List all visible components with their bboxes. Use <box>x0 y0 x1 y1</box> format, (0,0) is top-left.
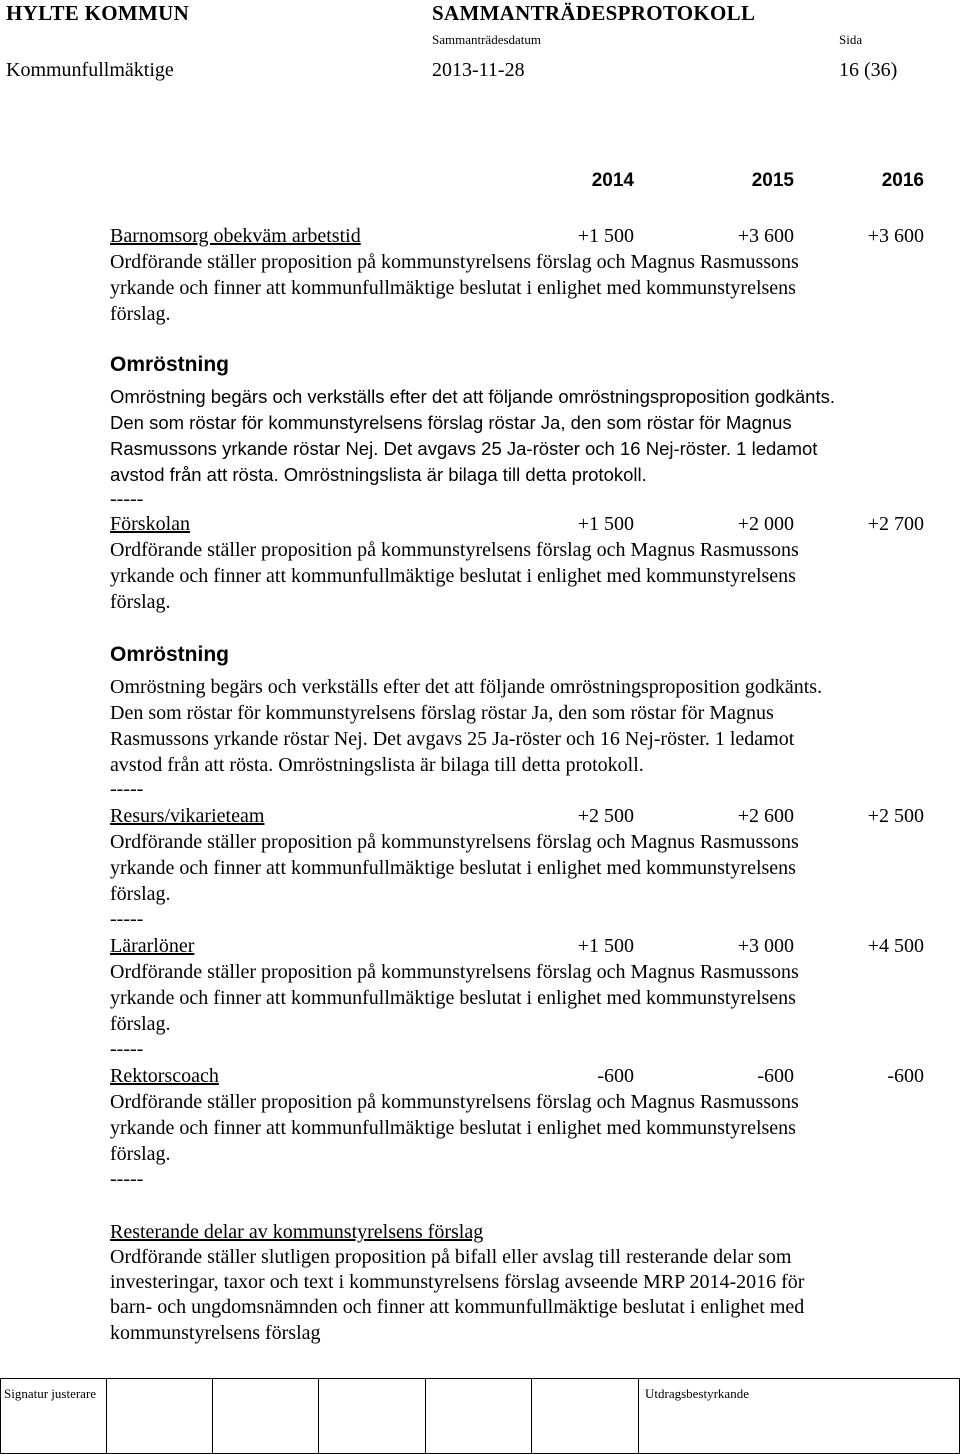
signature-label: Signatur justerare <box>4 1386 97 1401</box>
body-name: Kommunfullmäktige <box>6 59 174 81</box>
date-label: Sammanträdesdatum <box>432 32 542 47</box>
paragraph-line: förslag. <box>110 883 171 905</box>
paragraph-line: Ordförande ställer proposition på kommunstyrelsens förslag och Magnus Rasmussons <box>110 539 799 561</box>
vote-line: avstod från att rösta. Omröstningslista är bilaga till detta protokoll. <box>110 464 647 485</box>
value-2015: +3 000 <box>737 935 794 957</box>
separator: ----- <box>110 1038 144 1060</box>
paragraph-line: yrkande och finner att kommunfullmäktige beslutat i enlighet med kommunstyrelsens <box>110 565 796 587</box>
value-2016: -600 <box>887 1065 924 1087</box>
document-type: SAMMANTRÄDESPROTOKOLL <box>432 1 756 25</box>
item-title: Resurs/vikarieteam <box>110 805 265 827</box>
paragraph-line: Ordförande ställer proposition på kommunstyrelsens förslag och Magnus Rasmussons <box>110 831 799 853</box>
paragraph-line: Ordförande ställer proposition på kommunstyrelsens förslag och Magnus Rasmussons <box>110 251 799 273</box>
paragraph-line: Ordförande ställer proposition på kommunstyrelsens förslag och Magnus Rasmussons <box>110 961 799 983</box>
item-title: Rektorscoach <box>110 1065 219 1087</box>
value-2014: +1 500 <box>577 513 634 535</box>
footer-divider <box>425 1378 426 1454</box>
value-2015: -600 <box>757 1065 794 1087</box>
vote-line: Den som röstar för kommunstyrelsens förslag röstar Ja, den som röstar för Magnus <box>110 702 774 724</box>
paragraph-line: förslag. <box>110 1143 171 1165</box>
footer-divider <box>106 1378 107 1454</box>
footer-divider <box>531 1378 532 1454</box>
paragraph-line: yrkande och finner att kommunfullmäktige beslutat i enlighet med kommunstyrelsens <box>110 987 796 1009</box>
page-label: Sida <box>839 32 863 47</box>
value-2015: +3 600 <box>737 225 794 247</box>
paragraph-line: investeringar, taxor och text i kommunstyrelsens förslag avseende MRP 2014-2016 för <box>110 1271 805 1293</box>
vote-line: Omröstning begärs och verkställs efter det att följande omröstningsproposition godkänts. <box>110 676 823 698</box>
footer-divider <box>212 1378 213 1454</box>
extract-label: Utdragsbestyrkande <box>645 1386 749 1401</box>
footer-top-rule <box>0 1378 960 1379</box>
separator: ----- <box>110 488 144 510</box>
value-2015: +2 000 <box>737 513 794 535</box>
value-2014: +2 500 <box>577 805 634 827</box>
item-title: Lärarlöner <box>110 935 195 957</box>
vote-line: avstod från att rösta. Omröstningslista är bilaga till detta protokoll. <box>110 754 644 776</box>
vote-line: Rasmussons yrkande röstar Nej. Det avgavs 25 Ja-röster och 16 Nej-röster. 1 ledamot <box>110 728 795 750</box>
paragraph-line: kommunstyrelsens förslag <box>110 1322 321 1344</box>
value-2016: +2 700 <box>867 513 924 535</box>
vote-heading: Omröstning <box>110 643 229 666</box>
paragraph-line: Ordförande ställer slutligen proposition på bifall eller avslag till resterande delar som <box>110 1246 792 1268</box>
paragraph-line: yrkande och finner att kommunfullmäktige beslutat i enlighet med kommunstyrelsens <box>110 277 796 299</box>
separator: ----- <box>110 778 144 800</box>
paragraph-line: förslag. <box>110 303 171 325</box>
vote-line: Omröstning begärs och verkställs efter det att följande omröstningsproposition godkänts. <box>110 386 835 407</box>
vote-line: Rasmussons yrkande röstar Nej. Det avgavs 25 Ja-röster och 16 Nej-röster. 1 ledamot <box>110 438 818 459</box>
value-2016: +2 500 <box>867 805 924 827</box>
year-2016: 2016 <box>881 170 924 191</box>
year-2014: 2014 <box>591 170 634 191</box>
separator: ----- <box>110 1168 144 1190</box>
value-2014: -600 <box>597 1065 634 1087</box>
value-2016: +3 600 <box>867 225 924 247</box>
meeting-date: 2013-11-28 <box>432 59 525 81</box>
value-2015: +2 600 <box>737 805 794 827</box>
vote-heading: Omröstning <box>110 353 229 376</box>
paragraph-line: Ordförande ställer proposition på kommunstyrelsens förslag och Magnus Rasmussons <box>110 1091 799 1113</box>
section-title: Resterande delar av kommunstyrelsens förslag <box>110 1221 484 1243</box>
paragraph-line: förslag. <box>110 591 171 613</box>
paragraph-line: yrkande och finner att kommunfullmäktige beslutat i enlighet med kommunstyrelsens <box>110 857 796 879</box>
page-number: 16 (36) <box>839 59 898 81</box>
org-name: HYLTE KOMMUN <box>6 1 190 25</box>
item-title: Barnomsorg obekväm arbetstid <box>110 225 361 247</box>
footer-divider <box>318 1378 319 1454</box>
value-2016: +4 500 <box>867 935 924 957</box>
value-2014: +1 500 <box>577 935 634 957</box>
paragraph-line: barn- och ungdomsnämnden och finner att kommunfullmäktige beslutat i enlighet med <box>110 1296 805 1318</box>
separator: ----- <box>110 908 144 930</box>
item-title: Förskolan <box>110 513 190 535</box>
year-2015: 2015 <box>751 170 794 191</box>
footer-divider <box>638 1378 639 1454</box>
footer-divider <box>0 1378 1 1454</box>
value-2014: +1 500 <box>577 225 634 247</box>
vote-line: Den som röstar för kommunstyrelsens förslag röstar Ja, den som röstar för Magnus <box>110 412 792 433</box>
paragraph-line: förslag. <box>110 1013 171 1035</box>
paragraph-line: yrkande och finner att kommunfullmäktige beslutat i enlighet med kommunstyrelsens <box>110 1117 796 1139</box>
